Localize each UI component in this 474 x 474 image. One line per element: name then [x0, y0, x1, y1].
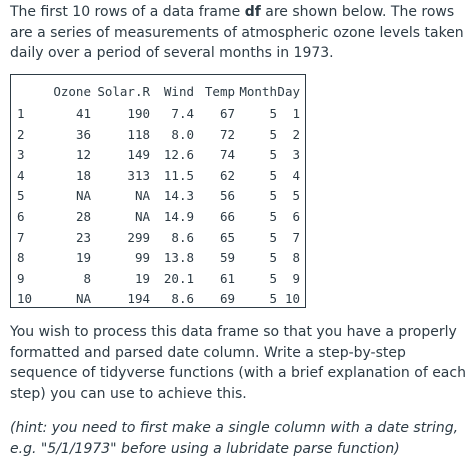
cell-day: 1: [292, 106, 300, 121]
table-header: [11, 83, 305, 101]
cell-wind: 11.5: [163, 167, 194, 183]
cell-wind: 20.1: [163, 270, 194, 286]
row-index: 2: [17, 126, 25, 142]
cell-ozone: 8: [83, 270, 91, 286]
cell-month: 5: [269, 270, 277, 286]
row-index: 6: [17, 209, 25, 224]
cell-temp: 59: [219, 250, 235, 266]
table-row: [11, 167, 305, 185]
header-day: Day: [277, 84, 300, 99]
header-month: Month: [239, 84, 277, 99]
row-index: 1: [17, 106, 25, 121]
header-ozone: Ozone: [53, 84, 91, 99]
cell-temp: 56: [219, 188, 235, 204]
cell-wind: 7.4: [171, 106, 194, 121]
cell-solar: 99: [134, 250, 150, 266]
row-index: 4: [17, 167, 25, 183]
cell-month: 5: [269, 188, 277, 204]
cell-day: 8: [292, 250, 300, 266]
cell-day: 2: [292, 126, 300, 142]
cell-month: 5: [269, 147, 277, 163]
cell-temp: 61: [219, 270, 235, 286]
data-frame-table: [10, 74, 306, 308]
cell-wind: 8.0: [171, 126, 194, 142]
cell-ozone: NA: [75, 291, 91, 307]
cell-wind: 8.6: [171, 291, 194, 307]
cell-ozone: NA: [75, 188, 91, 204]
row-index: 3: [17, 147, 25, 163]
cell-day: 10: [284, 291, 300, 307]
cell-solar: 118: [127, 126, 150, 142]
cell-ozone: 28: [75, 209, 91, 224]
cell-solar: 194: [127, 291, 150, 307]
cell-ozone: 12: [75, 147, 91, 163]
intro-text-2: are shown below. The rows are a series of measurements of atmospheric ozone levels taken daily over a period of several months in 1973.: [10, 4, 464, 61]
cell-wind: 8.6: [171, 229, 194, 245]
cell-wind: 12.6: [163, 147, 194, 163]
table-row: [11, 208, 305, 226]
table-row: [11, 229, 305, 247]
cell-temp: 65: [219, 229, 235, 245]
cell-day: 7: [292, 229, 300, 245]
cell-month: 5: [269, 250, 277, 266]
row-index: 5: [17, 188, 25, 204]
cell-solar: NA: [134, 188, 150, 204]
cell-solar: 149: [127, 147, 150, 163]
cell-temp: 69: [219, 291, 235, 307]
row-index: 10: [17, 291, 33, 307]
cell-solar: 299: [127, 229, 150, 245]
cell-month: 5: [269, 126, 277, 142]
cell-ozone: 23: [75, 229, 91, 245]
cell-ozone: 19: [75, 250, 91, 266]
cell-wind: 14.3: [163, 188, 194, 204]
cell-temp: 74: [219, 147, 235, 163]
table-row: [11, 249, 305, 267]
table-row: [11, 270, 305, 288]
cell-ozone: 41: [75, 106, 91, 121]
cell-day: 5: [292, 188, 300, 204]
cell-day: 3: [292, 147, 300, 163]
row-index: 8: [17, 250, 25, 266]
cell-temp: 66: [219, 209, 235, 224]
cell-temp: 72: [219, 126, 235, 142]
cell-solar: 190: [127, 106, 150, 121]
question-text: You wish to process this data frame so that you have a properly formatted and parsed date column. Write a step-by-step sequence of tidyverse functions (with a brief explanation of each step) you can use to achieve this.: [10, 324, 466, 402]
table-row: [11, 126, 305, 144]
cell-ozone: 36: [75, 126, 91, 142]
table-row: [11, 105, 305, 123]
cell-month: 5: [269, 167, 277, 183]
hint-text: (hint: you need to first make a single column with a date string, e.g. "5/1/1973" before using a lubridate parse function): [10, 420, 459, 457]
table-row: [11, 187, 305, 205]
cell-month: 5: [269, 209, 277, 224]
table-row: [11, 146, 305, 164]
row-index: 9: [17, 270, 25, 286]
cell-temp: 67: [219, 106, 235, 121]
cell-wind: 13.8: [163, 250, 194, 266]
row-index: 7: [17, 229, 25, 245]
header-temp: Temp: [204, 84, 235, 99]
cell-ozone: 18: [75, 167, 91, 183]
cell-solar: 313: [127, 167, 150, 183]
cell-day: 9: [292, 270, 300, 286]
intro-text-1: The first 10 rows of a data frame: [10, 4, 245, 20]
cell-solar: NA: [134, 209, 150, 224]
df-name: df: [244, 4, 261, 20]
cell-temp: 62: [219, 167, 235, 183]
cell-solar: 19: [134, 270, 150, 286]
header-wind: Wind: [163, 84, 194, 99]
cell-month: 5: [269, 106, 277, 121]
cell-wind: 14.9: [163, 209, 194, 224]
cell-day: 4: [292, 167, 300, 183]
header-solar: Solar.R: [97, 84, 150, 99]
intro-paragraph: [10, 2, 466, 64]
cell-month: 5: [269, 229, 277, 245]
cell-month: 5: [269, 291, 277, 307]
table-row: [11, 290, 305, 308]
cell-day: 6: [292, 209, 300, 224]
